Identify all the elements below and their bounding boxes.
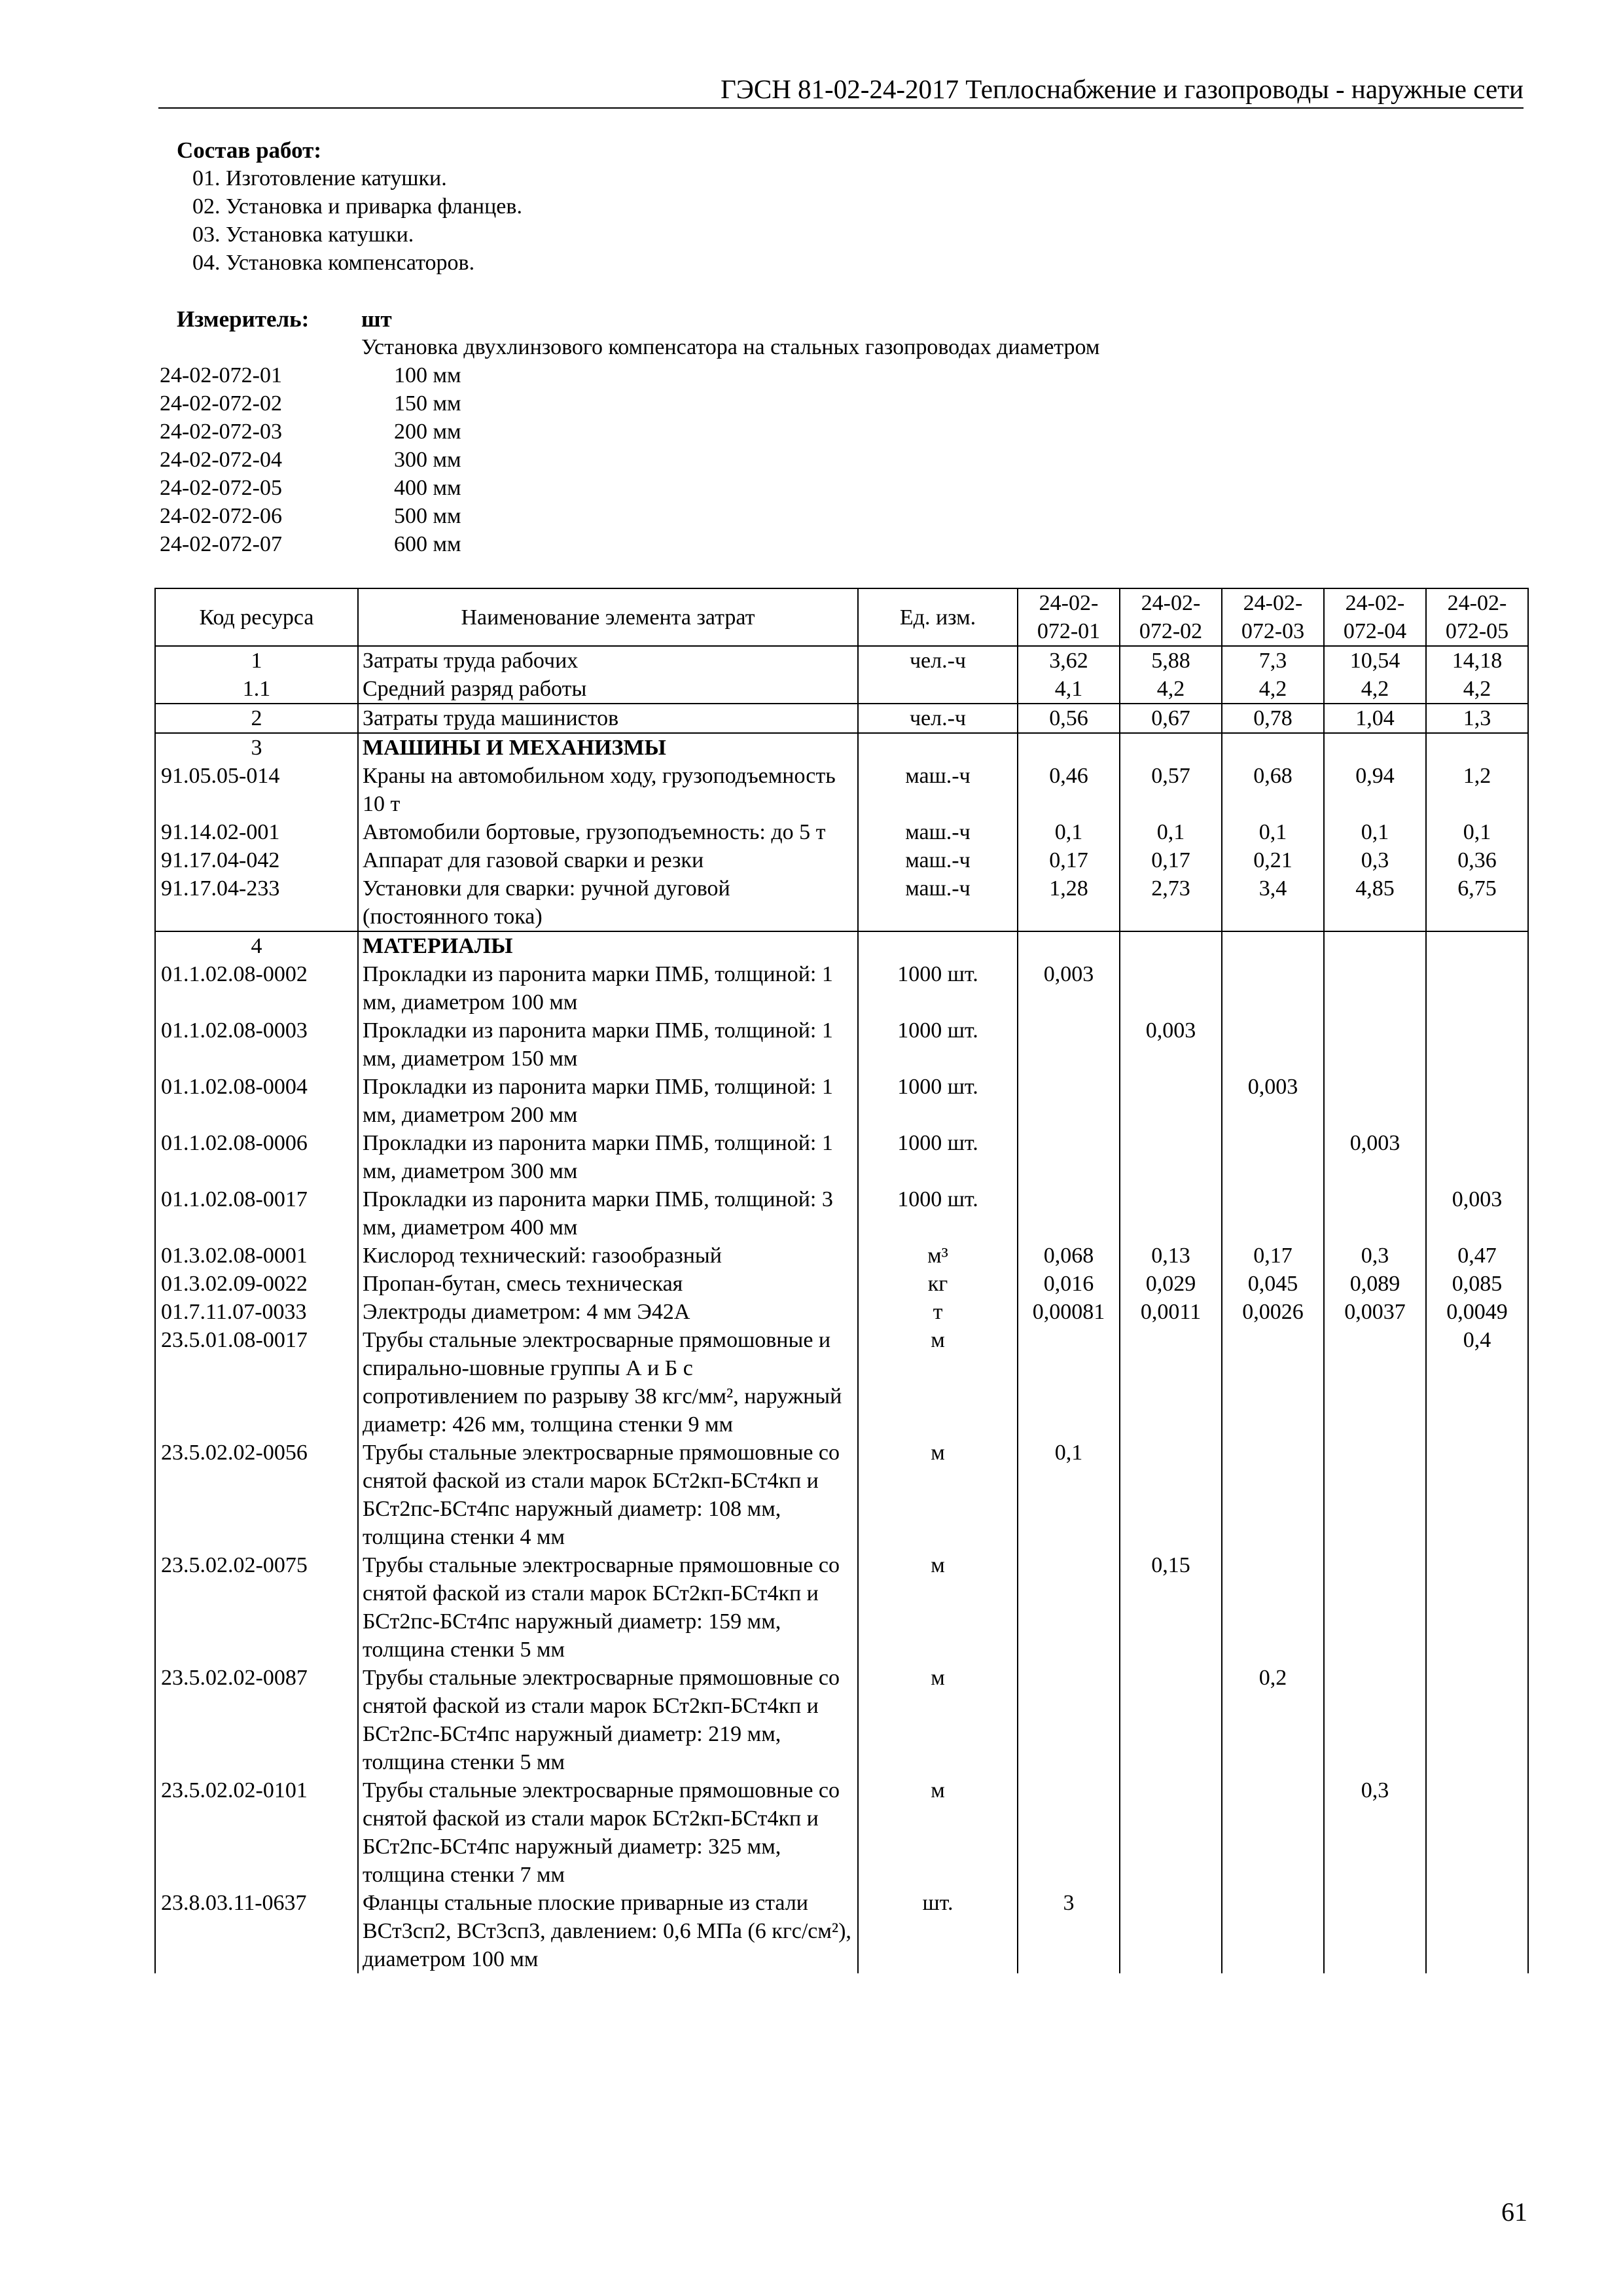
norm-value: 0,36 bbox=[1426, 846, 1528, 874]
norm-value: 0,0049 bbox=[1426, 1298, 1528, 1326]
norm-value bbox=[1426, 1889, 1528, 1973]
norm-size: 150 мм bbox=[394, 391, 461, 416]
norm-value bbox=[1324, 1439, 1426, 1551]
norm-value bbox=[1324, 1016, 1426, 1073]
header-norm-col: 24-02-072-03 bbox=[1222, 588, 1324, 646]
norm-value bbox=[1120, 1185, 1222, 1242]
resource-code: 01.1.02.08-0006 bbox=[155, 1129, 358, 1185]
norm-value bbox=[1426, 1439, 1528, 1551]
resource-name: Установки для сварки: ручной дуговой (постоянного тока) bbox=[358, 874, 858, 931]
norm-value bbox=[1324, 733, 1426, 762]
norm-code: 24-02-072-01 bbox=[160, 363, 282, 387]
running-header bbox=[158, 71, 1524, 109]
norm-value: 4,1 bbox=[1018, 675, 1120, 704]
norm-value: 0,13 bbox=[1120, 1242, 1222, 1270]
resource-code: 91.05.05-014 bbox=[155, 762, 358, 818]
norm-value bbox=[1426, 1073, 1528, 1129]
resource-unit: шт. bbox=[858, 1889, 1018, 1973]
norm-value bbox=[1324, 1326, 1426, 1439]
norm-value bbox=[1324, 1185, 1426, 1242]
resource-name: Пропан-бутан, смесь техническая bbox=[358, 1270, 858, 1298]
resource-unit: чел.-ч bbox=[858, 646, 1018, 675]
norm-size: 300 мм bbox=[394, 448, 461, 472]
norm-value: 0,003 bbox=[1018, 960, 1120, 1016]
norm-value bbox=[1426, 1551, 1528, 1664]
norm-value: 0,045 bbox=[1222, 1270, 1324, 1298]
norm-value: 0,0026 bbox=[1222, 1298, 1324, 1326]
table-row bbox=[155, 960, 1528, 1016]
norm-code: 24-02-072-06 bbox=[160, 504, 282, 528]
document-title: ГЭСН 81-02-24-2017 Теплоснабжение и газопроводы - наружные сети bbox=[721, 74, 1524, 104]
resource-unit: м bbox=[858, 1326, 1018, 1439]
norm-value: 0,78 bbox=[1222, 704, 1324, 733]
resource-code: 91.17.04-233 bbox=[155, 874, 358, 931]
norm-value: 4,2 bbox=[1426, 675, 1528, 704]
table-row bbox=[155, 1129, 1528, 1185]
resource-code: 01.3.02.09-0022 bbox=[155, 1270, 358, 1298]
norm-value: 0,4 bbox=[1426, 1326, 1528, 1439]
norm-value bbox=[1120, 1439, 1222, 1551]
norm-value bbox=[1426, 960, 1528, 1016]
norm-value bbox=[1018, 931, 1120, 960]
table-row bbox=[155, 931, 1528, 960]
norm-value bbox=[1120, 1776, 1222, 1889]
norm-code: 24-02-072-02 bbox=[160, 391, 282, 416]
resource-name: Электроды диаметром: 4 мм Э42А bbox=[358, 1298, 858, 1326]
norm-code: 24-02-072-05 bbox=[160, 476, 282, 500]
norm-value: 0,089 bbox=[1324, 1270, 1426, 1298]
resource-code: 23.5.01.08-0017 bbox=[155, 1326, 358, 1439]
table-row bbox=[155, 874, 1528, 931]
resource-table bbox=[154, 588, 1529, 1973]
norm-value: 0,1 bbox=[1222, 818, 1324, 846]
norm-value bbox=[1018, 1073, 1120, 1129]
norm-value bbox=[1222, 1889, 1324, 1973]
norm-value: 0,94 bbox=[1324, 762, 1426, 818]
resource-code: 01.1.02.08-0003 bbox=[155, 1016, 358, 1073]
norm-value bbox=[1222, 931, 1324, 960]
norm-value: 0,46 bbox=[1018, 762, 1120, 818]
norm-value bbox=[1222, 960, 1324, 1016]
norm-value: 0,68 bbox=[1222, 762, 1324, 818]
norm-value bbox=[1222, 733, 1324, 762]
header-name: Наименование элемента затрат bbox=[358, 588, 858, 646]
resource-name: Прокладки из паронита марки ПМБ, толщиной: 1 мм, диаметром 100 мм bbox=[358, 960, 858, 1016]
table-row bbox=[155, 818, 1528, 846]
norm-value bbox=[1120, 1664, 1222, 1776]
norm-value bbox=[1426, 1664, 1528, 1776]
resource-unit: маш.-ч bbox=[858, 818, 1018, 846]
resource-unit: м bbox=[858, 1439, 1018, 1551]
norm-value: 4,2 bbox=[1324, 675, 1426, 704]
norm-value bbox=[1018, 733, 1120, 762]
norm-value bbox=[1120, 1326, 1222, 1439]
norm-value bbox=[1222, 1439, 1324, 1551]
norm-value: 4,2 bbox=[1222, 675, 1324, 704]
norm-codes bbox=[160, 361, 282, 558]
norm-value: 0,3 bbox=[1324, 1242, 1426, 1270]
norm-value: 0,003 bbox=[1324, 1129, 1426, 1185]
meter-description: Установка двухлинзового компенсатора на стальных газопроводах диаметром bbox=[361, 335, 1100, 359]
header-unit: Ед. изм. bbox=[858, 588, 1018, 646]
norm-value bbox=[1018, 1326, 1120, 1439]
norm-value: 10,54 bbox=[1324, 646, 1426, 675]
norm-size: 500 мм bbox=[394, 504, 461, 528]
norm-value: 0,3 bbox=[1324, 846, 1426, 874]
norm-value: 0,1 bbox=[1324, 818, 1426, 846]
table-row bbox=[155, 1439, 1528, 1551]
table-row bbox=[155, 1298, 1528, 1326]
resource-name: Трубы стальные электросварные прямошовные и спирально-шовные группы А и Б с сопротивлением по разрыву 38 кгс/мм², наружный диаметр: 426 мм, толщина стенки 9 мм bbox=[358, 1326, 858, 1439]
table-row bbox=[155, 1551, 1528, 1664]
header-norm-col: 24-02-072-01 bbox=[1018, 588, 1120, 646]
header-norm-col: 24-02-072-04 bbox=[1324, 588, 1426, 646]
norm-value: 0,085 bbox=[1426, 1270, 1528, 1298]
resource-code: 01.1.02.08-0004 bbox=[155, 1073, 358, 1129]
norm-size: 400 мм bbox=[394, 476, 461, 500]
resource-unit bbox=[858, 733, 1018, 762]
norm-value bbox=[1222, 1776, 1324, 1889]
norm-value: 1,28 bbox=[1018, 874, 1120, 931]
norm-value: 0,1 bbox=[1120, 818, 1222, 846]
resource-unit: 1000 шт. bbox=[858, 1016, 1018, 1073]
norm-value bbox=[1018, 1016, 1120, 1073]
norm-value: 0,15 bbox=[1120, 1551, 1222, 1664]
norm-code: 24-02-072-03 bbox=[160, 420, 282, 444]
norm-value: 0,1 bbox=[1426, 818, 1528, 846]
resource-unit bbox=[858, 675, 1018, 704]
table-row bbox=[155, 1326, 1528, 1439]
work-item: 02. Установка и приварка фланцев. bbox=[192, 194, 522, 219]
resource-code: 3 bbox=[155, 733, 358, 762]
resource-name: Фланцы стальные плоские приварные из стали ВСт3сп2, ВСт3сп3, давлением: 0,6 МПа (6 кгс/см²), диаметром 100 мм bbox=[358, 1889, 858, 1973]
resource-code: 01.1.02.08-0002 bbox=[155, 960, 358, 1016]
resource-name: Затраты труда машинистов bbox=[358, 704, 858, 733]
norm-value: 0,2 bbox=[1222, 1664, 1324, 1776]
norm-value: 0,67 bbox=[1120, 704, 1222, 733]
norm-value bbox=[1324, 1889, 1426, 1973]
resource-name: Аппарат для газовой сварки и резки bbox=[358, 846, 858, 874]
resource-code: 4 bbox=[155, 931, 358, 960]
norm-value: 0,068 bbox=[1018, 1242, 1120, 1270]
norm-value bbox=[1222, 1326, 1324, 1439]
table-row bbox=[155, 1270, 1528, 1298]
norm-value: 3,62 bbox=[1018, 646, 1120, 675]
resource-unit: м bbox=[858, 1551, 1018, 1664]
work-composition-title: Состав работ: bbox=[177, 137, 321, 163]
norm-size: 100 мм bbox=[394, 363, 461, 387]
resource-unit: чел.-ч bbox=[858, 704, 1018, 733]
norm-value: 0,17 bbox=[1120, 846, 1222, 874]
norm-value: 6,75 bbox=[1426, 874, 1528, 931]
norm-code: 24-02-072-04 bbox=[160, 448, 282, 472]
norm-value: 0,21 bbox=[1222, 846, 1324, 874]
resource-unit: м bbox=[858, 1776, 1018, 1889]
resource-name: Прокладки из паронита марки ПМБ, толщиной: 1 мм, диаметром 150 мм bbox=[358, 1016, 858, 1073]
table-row bbox=[155, 846, 1528, 874]
resource-code: 2 bbox=[155, 704, 358, 733]
norm-value bbox=[1324, 960, 1426, 1016]
table-row bbox=[155, 733, 1528, 762]
norm-value bbox=[1222, 1551, 1324, 1664]
resource-name: Трубы стальные электросварные прямошовные со снятой фаской из стали марок БСт2кп-БСт4кп и БСт2пс-БСт4пс наружный диаметр: 219 мм, толщина стенки 5 мм bbox=[358, 1664, 858, 1776]
norm-value bbox=[1324, 931, 1426, 960]
norm-value bbox=[1324, 1073, 1426, 1129]
work-item: 01. Изготовление катушки. bbox=[192, 166, 447, 190]
norm-value bbox=[1426, 1776, 1528, 1889]
resource-unit: м bbox=[858, 1664, 1018, 1776]
norm-value: 0,003 bbox=[1120, 1016, 1222, 1073]
resource-name: Прокладки из паронита марки ПМБ, толщиной: 1 мм, диаметром 200 мм bbox=[358, 1073, 858, 1129]
table-row bbox=[155, 675, 1528, 704]
norm-value bbox=[1018, 1664, 1120, 1776]
table-row bbox=[155, 1776, 1528, 1889]
table-body bbox=[155, 646, 1528, 1973]
resource-code: 23.8.03.11-0637 bbox=[155, 1889, 358, 1973]
norm-value: 4,85 bbox=[1324, 874, 1426, 931]
resource-code: 23.5.02.02-0101 bbox=[155, 1776, 358, 1889]
resource-name: Затраты труда рабочих bbox=[358, 646, 858, 675]
norm-value: 1,3 bbox=[1426, 704, 1528, 733]
resource-name: Средний разряд работы bbox=[358, 675, 858, 704]
table-row bbox=[155, 1889, 1528, 1973]
resource-name: Трубы стальные электросварные прямошовные со снятой фаской из стали марок БСт2кп-БСт4кп и БСт2пс-БСт4пс наружный диаметр: 159 мм, толщина стенки 5 мм bbox=[358, 1551, 858, 1664]
resource-code: 01.7.11.07-0033 bbox=[155, 1298, 358, 1326]
resource-code: 23.5.02.02-0056 bbox=[155, 1439, 358, 1551]
norm-value bbox=[1222, 1016, 1324, 1073]
table-header-row bbox=[155, 588, 1528, 646]
table-row bbox=[155, 1242, 1528, 1270]
norm-value bbox=[1018, 1129, 1120, 1185]
resource-unit bbox=[858, 931, 1018, 960]
norm-code: 24-02-072-07 bbox=[160, 532, 282, 556]
norm-value: 0,003 bbox=[1426, 1185, 1528, 1242]
resource-unit: т bbox=[858, 1298, 1018, 1326]
norm-value: 0,0037 bbox=[1324, 1298, 1426, 1326]
resource-code: 91.17.04-042 bbox=[155, 846, 358, 874]
norm-value bbox=[1426, 733, 1528, 762]
norm-value bbox=[1426, 931, 1528, 960]
norm-value: 0,016 bbox=[1018, 1270, 1120, 1298]
resource-name: Прокладки из паронита марки ПМБ, толщиной: 3 мм, диаметром 400 мм bbox=[358, 1185, 858, 1242]
norm-value bbox=[1018, 1551, 1120, 1664]
norm-value: 0,56 bbox=[1018, 704, 1120, 733]
table-row bbox=[155, 704, 1528, 733]
norm-value: 1,04 bbox=[1324, 704, 1426, 733]
header-code: Код ресурса bbox=[155, 588, 358, 646]
norm-value: 7,3 bbox=[1222, 646, 1324, 675]
norm-value: 0,3 bbox=[1324, 1776, 1426, 1889]
resource-code: 1 bbox=[155, 646, 358, 675]
table-row bbox=[155, 1016, 1528, 1073]
resource-unit: 1000 шт. bbox=[858, 1073, 1018, 1129]
norm-value: 0,029 bbox=[1120, 1270, 1222, 1298]
resource-code: 1.1 bbox=[155, 675, 358, 704]
header-norm-col: 24-02-072-02 bbox=[1120, 588, 1222, 646]
table-row bbox=[155, 762, 1528, 818]
norm-value bbox=[1120, 931, 1222, 960]
norm-value bbox=[1120, 960, 1222, 1016]
norm-value bbox=[1426, 1016, 1528, 1073]
norm-value: 0,57 bbox=[1120, 762, 1222, 818]
norm-value: 5,88 bbox=[1120, 646, 1222, 675]
resource-name: Краны на автомобильном ходу, грузоподъемность 10 т bbox=[358, 762, 858, 818]
norm-value bbox=[1120, 1129, 1222, 1185]
norm-value: 0,0011 bbox=[1120, 1298, 1222, 1326]
work-item: 04. Установка компенсаторов. bbox=[192, 251, 475, 275]
norm-value bbox=[1222, 1129, 1324, 1185]
meter-label: Измеритель: bbox=[177, 306, 310, 332]
norm-value: 0,47 bbox=[1426, 1242, 1528, 1270]
norm-value: 0,1 bbox=[1018, 1439, 1120, 1551]
page-number: 61 bbox=[1501, 2197, 1527, 2227]
resource-code: 91.14.02-001 bbox=[155, 818, 358, 846]
resource-unit: 1000 шт. bbox=[858, 1185, 1018, 1242]
norm-value: 0,1 bbox=[1018, 818, 1120, 846]
resource-name: Трубы стальные электросварные прямошовные со снятой фаской из стали марок БСт2кп-БСт4кп и БСт2пс-БСт4пс наружный диаметр: 325 мм, толщина стенки 7 мм bbox=[358, 1776, 858, 1889]
norm-value bbox=[1120, 1889, 1222, 1973]
resource-name: Трубы стальные электросварные прямошовные со снятой фаской из стали марок БСт2кп-БСт4кп и БСт2пс-БСт4пс наружный диаметр: 108 мм, толщина стенки 4 мм bbox=[358, 1439, 858, 1551]
work-item: 03. Установка катушки. bbox=[192, 223, 414, 247]
norm-value: 4,2 bbox=[1120, 675, 1222, 704]
norm-value bbox=[1426, 1129, 1528, 1185]
norm-value bbox=[1120, 733, 1222, 762]
norm-value bbox=[1018, 1185, 1120, 1242]
resource-name: Автомобили бортовые, грузоподъемность: до 5 т bbox=[358, 818, 858, 846]
norm-value bbox=[1120, 1073, 1222, 1129]
resource-unit: маш.-ч bbox=[858, 874, 1018, 931]
norm-value bbox=[1018, 1776, 1120, 1889]
norm-size: 200 мм bbox=[394, 420, 461, 444]
header-norm-col: 24-02-072-05 bbox=[1426, 588, 1528, 646]
work-composition bbox=[177, 136, 522, 277]
norm-value: 1,2 bbox=[1426, 762, 1528, 818]
norm-value: 3,4 bbox=[1222, 874, 1324, 931]
resource-unit: м³ bbox=[858, 1242, 1018, 1270]
resource-unit: маш.-ч bbox=[858, 846, 1018, 874]
resource-unit: маш.-ч bbox=[858, 762, 1018, 818]
table-row bbox=[155, 646, 1528, 675]
resource-unit: 1000 шт. bbox=[858, 960, 1018, 1016]
resource-code: 01.1.02.08-0017 bbox=[155, 1185, 358, 1242]
table-row bbox=[155, 1073, 1528, 1129]
resource-code: 23.5.02.02-0075 bbox=[155, 1551, 358, 1664]
norm-value: 2,73 bbox=[1120, 874, 1222, 931]
norm-value: 3 bbox=[1018, 1889, 1120, 1973]
norm-value: 0,17 bbox=[1222, 1242, 1324, 1270]
resource-code: 01.3.02.08-0001 bbox=[155, 1242, 358, 1270]
resource-name: Прокладки из паронита марки ПМБ, толщиной: 1 мм, диаметром 300 мм bbox=[358, 1129, 858, 1185]
norm-size: 600 мм bbox=[394, 532, 461, 556]
norm-value bbox=[1324, 1664, 1426, 1776]
norm-sizes bbox=[394, 361, 461, 558]
meter-unit: шт bbox=[361, 306, 392, 332]
resource-name: МАШИНЫ И МЕХАНИЗМЫ bbox=[358, 733, 858, 762]
resource-code: 23.5.02.02-0087 bbox=[155, 1664, 358, 1776]
table-row bbox=[155, 1664, 1528, 1776]
resource-unit: 1000 шт. bbox=[858, 1129, 1018, 1185]
table-row bbox=[155, 1185, 1528, 1242]
norm-value: 0,17 bbox=[1018, 846, 1120, 874]
norm-value bbox=[1222, 1185, 1324, 1242]
norm-value bbox=[1324, 1551, 1426, 1664]
norm-value: 0,00081 bbox=[1018, 1298, 1120, 1326]
norm-value: 0,003 bbox=[1222, 1073, 1324, 1129]
resource-unit: кг bbox=[858, 1270, 1018, 1298]
resource-name: Кислород технический: газообразный bbox=[358, 1242, 858, 1270]
norm-value: 14,18 bbox=[1426, 646, 1528, 675]
resource-name: МАТЕРИАЛЫ bbox=[358, 931, 858, 960]
